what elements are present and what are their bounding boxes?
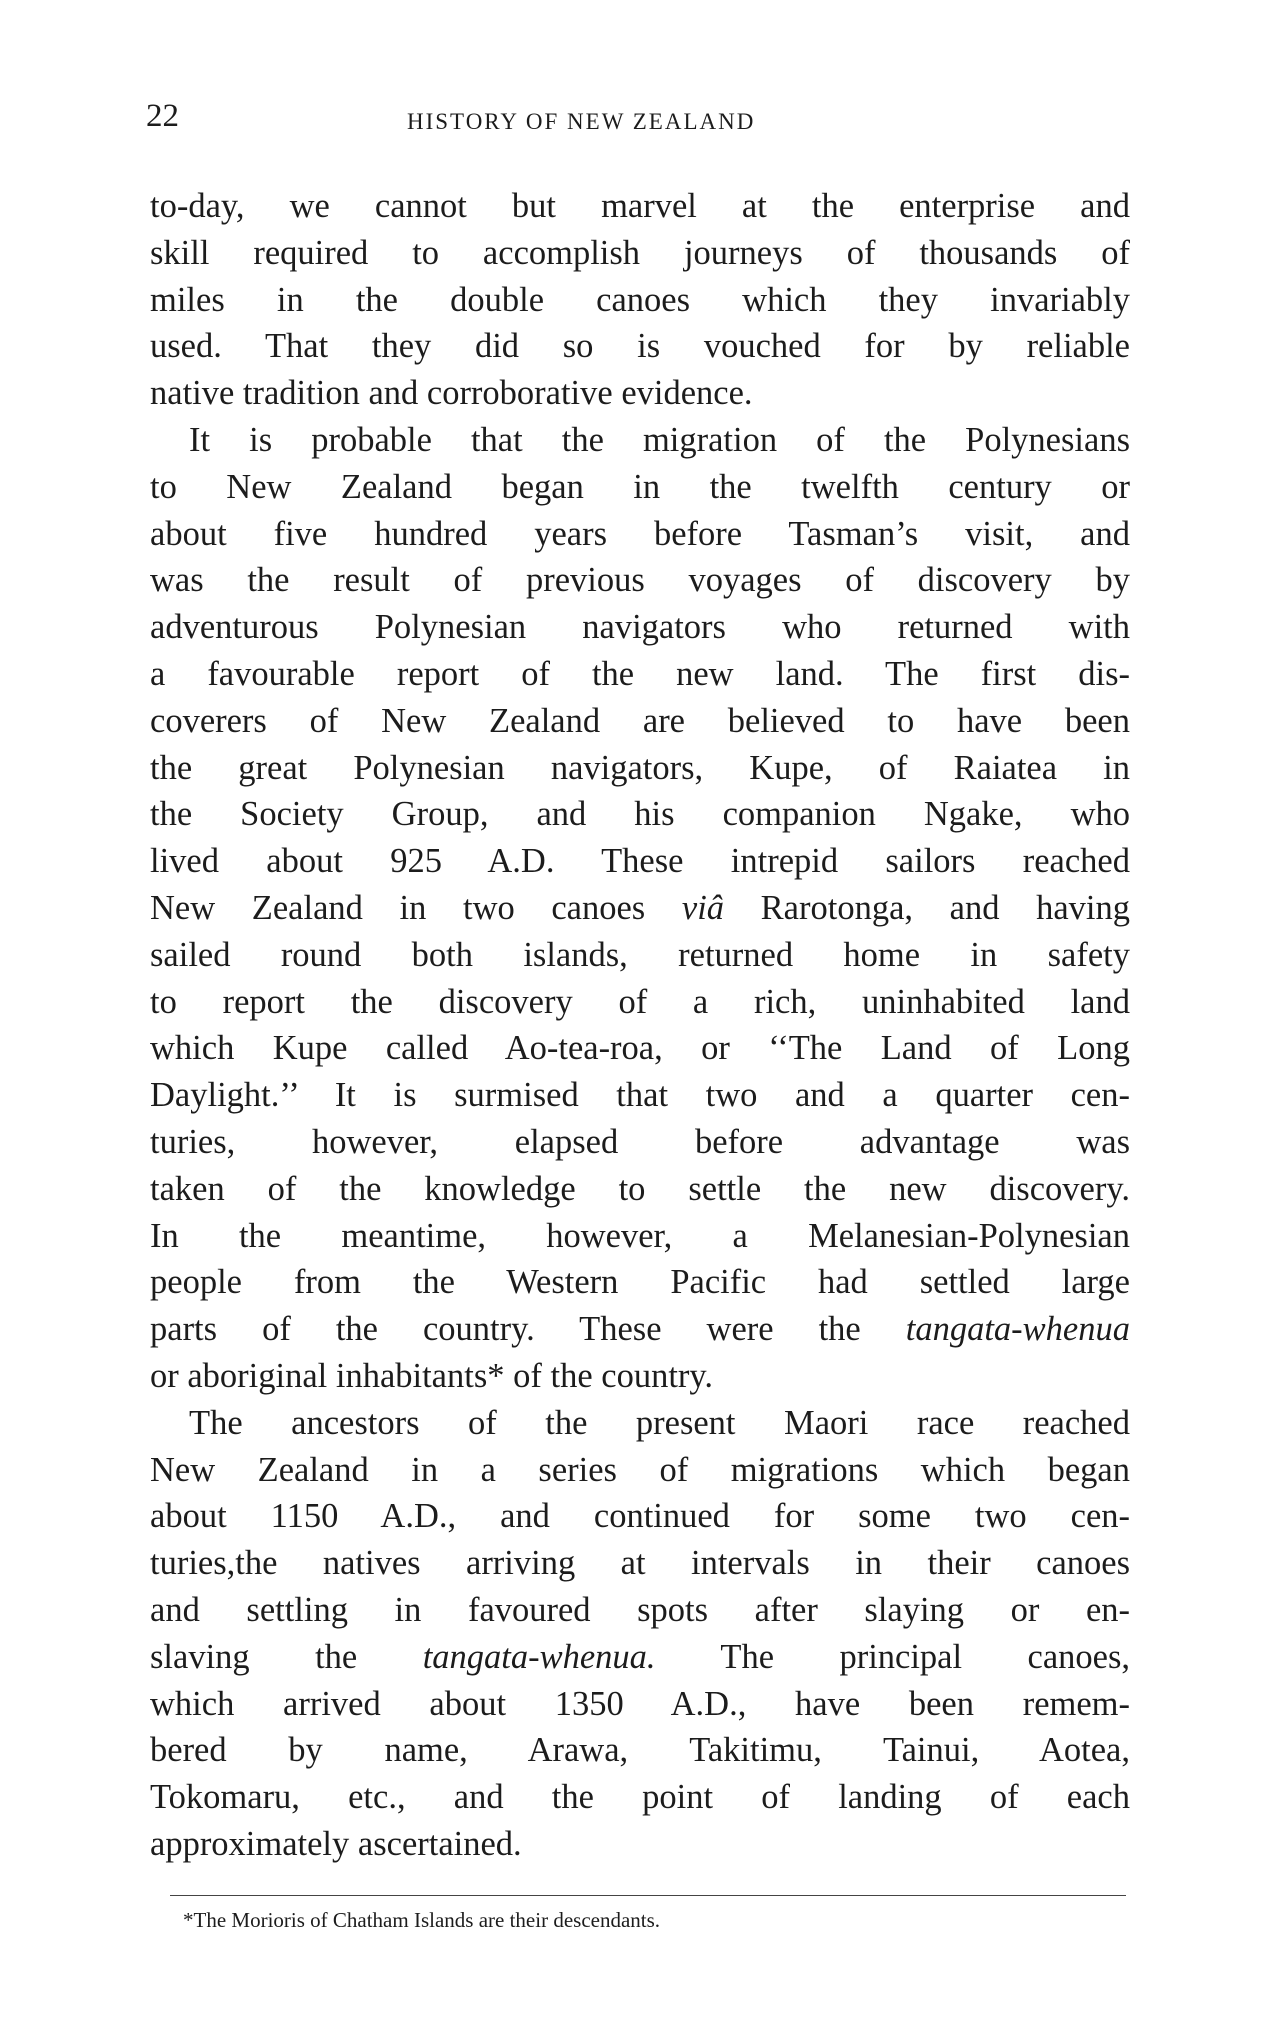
text-line: sailed round both islands, returned home in safety — [150, 935, 1130, 974]
paragraph — [150, 417, 1130, 1400]
text-line: about 1150 A.D., and continued for some two cen- — [150, 1497, 1130, 1536]
text-line: lived about 925 A.D. These intrepid sailors reached — [150, 842, 1130, 881]
text-line: the great Polynesian navigators, Kupe, of Raiatea in — [150, 748, 1130, 787]
footnote: *The Morioris of Chatham Islands are their descendants. — [183, 1908, 661, 1932]
text-line: approximately ascertained. — [150, 1824, 522, 1863]
line-text: The principal canoes, — [655, 1637, 1131, 1676]
text-line: turies,the natives arriving at intervals in their canoes — [150, 1544, 1130, 1583]
text-line: adventurous Polynesian navigators who returned with — [150, 608, 1130, 647]
text-line: or aboriginal inhabitants* of the country. — [150, 1356, 714, 1395]
text-line — [150, 885, 1130, 932]
text-line: Daylight.’’ It is surmised that two and a quarter cen- — [150, 1076, 1130, 1115]
running-title: HISTORY OF NEW ZEALAND — [407, 109, 756, 134]
text-line: to report the discovery of a rich, uninhabited land — [150, 982, 1130, 1021]
paragraph — [150, 183, 1130, 417]
text-line: taken of the knowledge to settle the new discovery. — [150, 1169, 1130, 1208]
text-line: a favourable report of the new land. The first dis- — [150, 654, 1130, 693]
text-line: about five hundred years before Tasman’s visit, and — [150, 514, 1130, 553]
text-line: people from the Western Pacific had settled large — [150, 1263, 1130, 1302]
text-line: In the meantime, however, a Melanesian-Polynesian — [150, 1216, 1130, 1255]
text-line: skill required to accomplish journeys of thousands of — [150, 233, 1130, 272]
text-line: The ancestors of the present Maori race reached — [189, 1403, 1130, 1442]
text-line: the Society Group, and his companion Ngake, who — [150, 795, 1130, 834]
text-line: Tokomaru, etc., and the point of landing of each — [150, 1778, 1130, 1817]
text-line — [150, 1634, 1130, 1681]
page-header — [146, 98, 1128, 148]
footnote-divider — [170, 1895, 1126, 1896]
text-line: to-day, we cannot but marvel at the enterprise and — [150, 187, 1130, 225]
text-line: used. That they did so is vouched for by reliable — [150, 327, 1130, 366]
paragraph — [150, 1400, 1130, 1868]
text-line: and settling in favoured spots after slaying or en- — [150, 1590, 1130, 1629]
body-text — [150, 183, 1130, 1868]
italic-term: tangata-whenua — [905, 1310, 1130, 1349]
text-line: bered by name, Arawa, Takitimu, Tainui, Aotea, — [150, 1731, 1130, 1770]
text-line: New Zealand in a series of migrations which began — [150, 1450, 1130, 1489]
italic-term: viâ — [681, 888, 725, 927]
text-line: miles in the double canoes which they invariably — [150, 280, 1130, 319]
text-line: to New Zealand began in the twelfth century or — [150, 467, 1130, 506]
line-text: Rarotonga, and having — [724, 888, 1130, 927]
page-number: 22 — [146, 98, 179, 134]
text-line: was the result of previous voyages of discovery by — [150, 561, 1130, 600]
line-text: slaving the — [150, 1637, 423, 1676]
text-line: native tradition and corroborative evidence. — [150, 374, 753, 413]
text-line: It is probable that the migration of the Polynesians — [189, 420, 1130, 459]
italic-term: tangata-whenua. — [422, 1637, 656, 1676]
text-line: coverers of New Zealand are believed to have been — [150, 701, 1130, 740]
line-text: parts of the country. These were the — [150, 1310, 906, 1349]
text-line: which Kupe called Ao-tea-roa, or ‘‘The Land of Long — [150, 1029, 1130, 1068]
text-line: which arrived about 1350 A.D., have been remem- — [150, 1684, 1130, 1723]
text-line: turies, however, elapsed before advantage was — [150, 1122, 1130, 1161]
text-line — [150, 1306, 1130, 1353]
line-text: New Zealand in two canoes — [150, 888, 682, 927]
